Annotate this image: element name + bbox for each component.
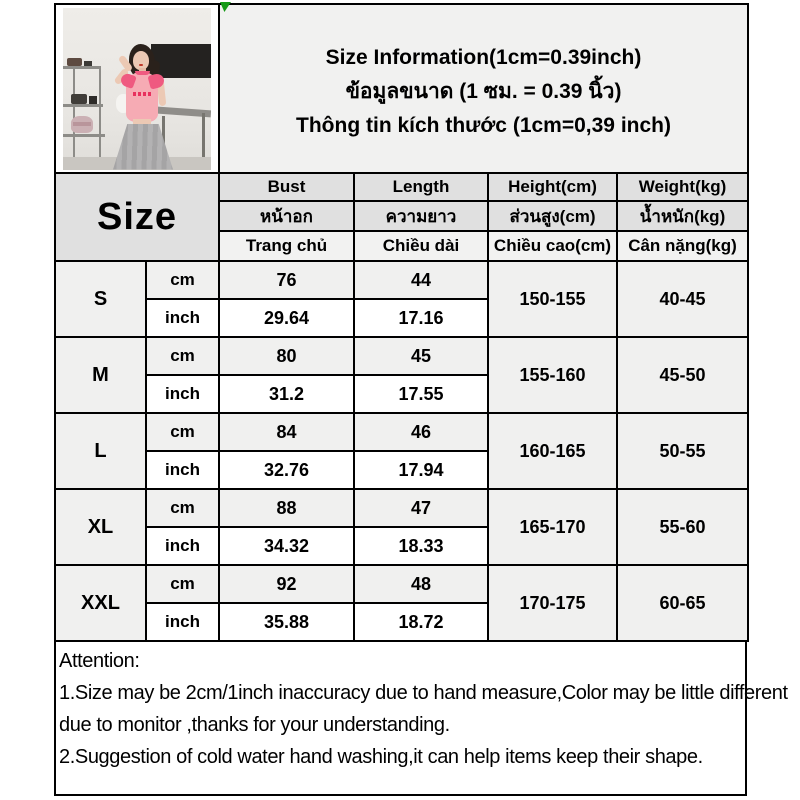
shelf-shape [63, 104, 103, 107]
length-cm-l: 46 [354, 413, 488, 451]
attention-line: 2.Suggestion of cold water hand washing,it can help items keep their shape. [59, 746, 703, 768]
title-cell [219, 4, 748, 173]
shelf-item-shape [71, 94, 87, 104]
table-row [55, 261, 748, 299]
bust-cm-xl: 88 [219, 489, 354, 527]
model-lips-shape [139, 64, 143, 66]
product-photo [63, 8, 211, 170]
col-header-height-vi: Chiều cao(cm) [488, 231, 617, 261]
bust-inch-xxl: 35.88 [219, 603, 354, 641]
col-header-length-vi: Chiều dài [354, 231, 488, 261]
shelf-post-shape [99, 66, 101, 160]
table-row [55, 413, 748, 451]
col-header-weight-th: น้ำหนัก(kg) [617, 201, 748, 231]
height-range-s: 150-155 [488, 261, 617, 337]
bust-inch-s: 29.64 [219, 299, 354, 337]
unit-inch: inch [146, 299, 219, 337]
length-cm-m: 45 [354, 337, 488, 375]
shelf-item-shape [84, 61, 92, 66]
col-header-weight-vi: Cân nặng(kg) [617, 231, 748, 261]
attention-line: due to monitor ,thanks for your understanding. [59, 714, 450, 736]
weight-range-l: 50-55 [617, 413, 748, 489]
weight-range-xxl: 60-65 [617, 565, 748, 641]
length-inch-m: 17.55 [354, 375, 488, 413]
length-cm-xl: 47 [354, 489, 488, 527]
title-line-en: Size Information(1cm=0.39inch) [325, 45, 642, 69]
size-label-m: M [55, 337, 146, 413]
weight-range-m: 45-50 [617, 337, 748, 413]
col-header-weight-en: Weight(kg) [617, 173, 748, 201]
col-header-bust-th: หน้าอก [219, 201, 354, 231]
length-cm-xxl: 48 [354, 565, 488, 603]
length-cm-s: 44 [354, 261, 488, 299]
bust-inch-xl: 34.32 [219, 527, 354, 565]
table-row [55, 489, 748, 527]
unit-cm: cm [146, 413, 219, 451]
bag-shape [73, 122, 91, 126]
size-label-xxl: XXL [55, 565, 146, 641]
weight-range-s: 40-45 [617, 261, 748, 337]
title-line-th: ข้อมูลขนาด (1 ซม. = 0.39 นิ้ว) [345, 79, 622, 103]
height-range-m: 155-160 [488, 337, 617, 413]
col-header-length-th: ความยาว [354, 201, 488, 231]
bust-cm-s: 76 [219, 261, 354, 299]
size-table [54, 3, 749, 642]
col-header-bust-en: Bust [219, 173, 354, 201]
table-row [55, 565, 748, 603]
product-photo-cell [55, 4, 219, 173]
size-chart-sheet [54, 3, 788, 796]
unit-inch: inch [146, 451, 219, 489]
attention-title: Attention: [59, 650, 140, 672]
shelf-shape [63, 134, 105, 137]
shelf-item-shape [67, 58, 82, 66]
shelf-item-shape [89, 96, 97, 104]
header-row-en [55, 173, 748, 201]
height-range-xxl: 170-175 [488, 565, 617, 641]
length-inch-xxl: 18.72 [354, 603, 488, 641]
model-midriff-shape [133, 119, 151, 124]
media-row [55, 4, 748, 173]
weight-range-xl: 55-60 [617, 489, 748, 565]
unit-cm: cm [146, 565, 219, 603]
bust-cm-l: 84 [219, 413, 354, 451]
bust-inch-m: 31.2 [219, 375, 354, 413]
length-inch-xl: 18.33 [354, 527, 488, 565]
title-line-vi: Thông tin kích thước (1cm=0,39 inch) [296, 113, 671, 137]
unit-cm: cm [146, 337, 219, 375]
col-header-length-en: Length [354, 173, 488, 201]
attention-line: 1.Size may be 2cm/1inch inaccuracy due to hand measure,Color may be little different [59, 682, 788, 704]
height-range-xl: 165-170 [488, 489, 617, 565]
shelf-shape [63, 66, 99, 69]
bust-cm-xxl: 92 [219, 565, 354, 603]
size-label-s: S [55, 261, 146, 337]
unit-inch: inch [146, 527, 219, 565]
length-inch-s: 17.16 [354, 299, 488, 337]
size-label-xl: XL [55, 489, 146, 565]
unit-inch: inch [146, 603, 219, 641]
unit-inch: inch [146, 375, 219, 413]
col-header-height-th: ส่วนสูง(cm) [488, 201, 617, 231]
table-row [55, 337, 748, 375]
chest-print-shape [133, 92, 152, 96]
unit-cm: cm [146, 261, 219, 299]
col-header-bust-vi: Trang chủ [219, 231, 354, 261]
length-inch-l: 17.94 [354, 451, 488, 489]
bust-inch-l: 32.76 [219, 451, 354, 489]
size-label-l: L [55, 413, 146, 489]
chalkboard-shape [151, 44, 211, 78]
shelf-post-shape [73, 66, 75, 160]
size-header: Size [55, 173, 219, 261]
collar-shape [135, 71, 150, 75]
height-range-l: 160-165 [488, 413, 617, 489]
unit-cm: cm [146, 489, 219, 527]
attention-note [54, 640, 788, 796]
bust-cm-m: 80 [219, 337, 354, 375]
col-header-height-en: Height(cm) [488, 173, 617, 201]
